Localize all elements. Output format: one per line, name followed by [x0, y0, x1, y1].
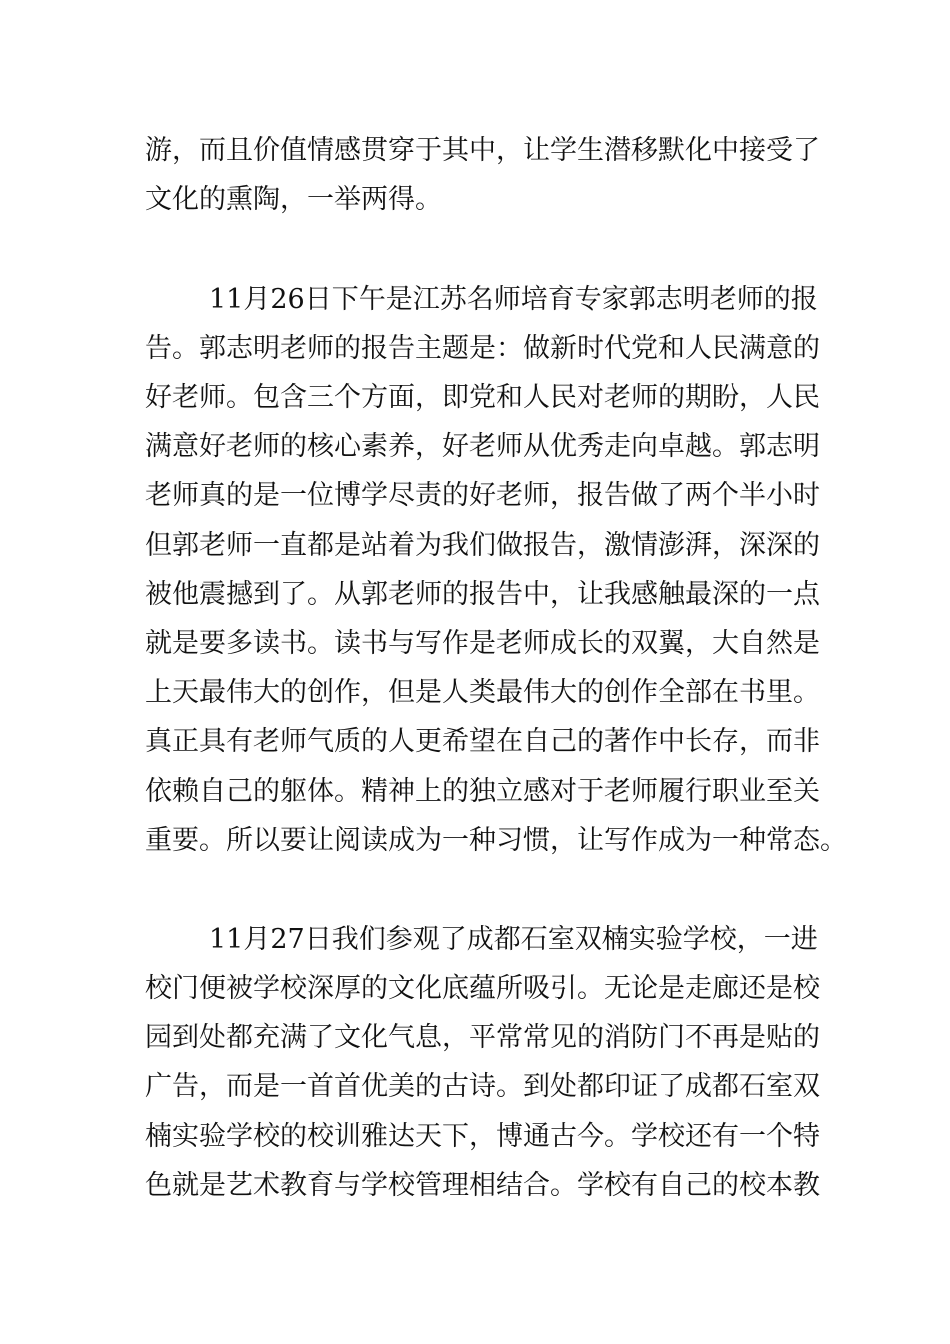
text-line: 告。郭志明老师的报告主题是：做新时代党和人民满意的	[145, 333, 820, 364]
text-line: 上天最伟大的创作，但是人类最伟大的创作全部在书里。	[145, 677, 820, 708]
text-line: 被他震撼到了。从郭老师的报告中，让我感触最深的一点	[145, 579, 820, 610]
text-line: 真正具有老师气质的人更希望在自己的著作中长存，而非	[145, 726, 820, 757]
text-line: 园到处都充满了文化气息，平常常见的消防门不再是贴的	[145, 1022, 820, 1053]
text-line: 文化的熏陶，一举两得。	[145, 184, 442, 215]
paragraph-first-line: 11月26日下午是江苏名师培育专家郭志明老师的报	[209, 284, 818, 315]
text-line: 重要。所以要让阅读成为一种习惯，让写作成为一种常态。	[145, 825, 847, 856]
paragraph-first-line: 11月27日我们参观了成都石室双楠实验学校，一进	[209, 924, 818, 955]
text-line: 依赖自己的躯体。精神上的独立感对于老师履行职业至关	[145, 776, 820, 807]
text-line: 游，而且价值情感贯穿于其中，让学生潜移默化中接受了	[145, 135, 820, 166]
text-line: 但郭老师一直都是站着为我们做报告，激情澎湃，深深的	[145, 530, 820, 561]
text-line: 色就是艺术教育与学校管理相结合。学校有自己的校本教	[145, 1170, 820, 1201]
text-line: 楠实验学校的校训雅达天下，博通古今。学校还有一个特	[145, 1121, 820, 1152]
text-line: 满意好老师的核心素养，好老师从优秀走向卓越。郭志明	[145, 431, 820, 462]
text-line: 老师真的是一位博学尽责的好老师，报告做了两个半小时	[145, 480, 820, 511]
text-line: 广告，而是一首首优美的古诗。到处都印证了成都石室双	[145, 1071, 820, 1102]
text-line: 就是要多读书。读书与写作是老师成长的双翼，大自然是	[145, 628, 820, 659]
text-line: 校门便被学校深厚的文化底蕴所吸引。无论是走廊还是校	[145, 973, 820, 1004]
text-line: 好老师。包含三个方面，即党和人民对老师的期盼，人民	[145, 382, 820, 413]
